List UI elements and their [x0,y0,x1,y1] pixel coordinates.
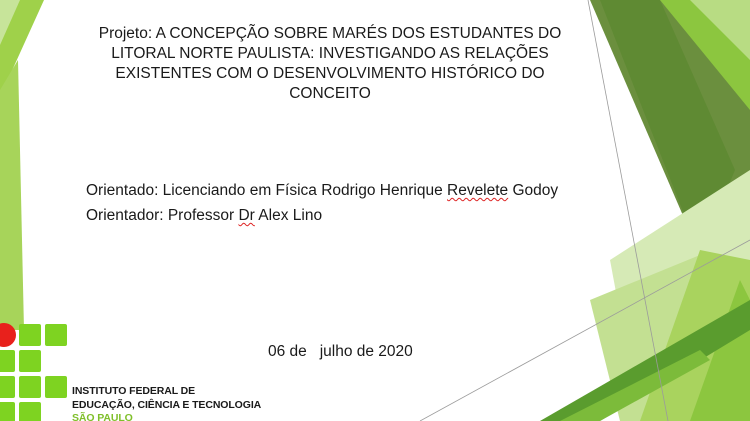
left-side-green-bar [0,60,24,330]
orientado-surname: Revelete [447,182,509,199]
orientado-suffix: Godoy [508,182,559,199]
orientado-text: Orientado: Licenciando em Física Rodrigo Henrique [86,182,447,199]
presentation-date: 06 de julho de 2020 [268,343,413,360]
logo-line-2: EDUCAÇÃO, CIÊNCIA E TECNOLOGIA [72,398,262,411]
orientado-line [86,178,606,203]
logo-line-1: INSTITUTO FEDERAL DE [72,385,196,397]
slide-title: Projeto: A CONCEPÇÃO SOBRE MARÉS DOS ESTUDANTES DO LITORAL NORTE PAULISTA: INVESTIGANDO AS RELAÇÕES EXISTENTES COM O DESENVOLVIMENTO HISTÓRICO DO CONCEITO [98,25,562,102]
orientador-text: Orientador: Professor [86,207,239,224]
ifsp-logo-grid-icon [0,322,72,421]
ifsp-logo-text [72,385,261,421]
ifsp-logo [0,322,280,421]
advisors-block [86,178,606,228]
orientador-title: Dr [238,207,255,224]
orientador-suffix: Alex Lino [254,207,323,224]
orientador-line [86,203,606,228]
logo-line-3: SÃO PAULO [72,412,133,421]
